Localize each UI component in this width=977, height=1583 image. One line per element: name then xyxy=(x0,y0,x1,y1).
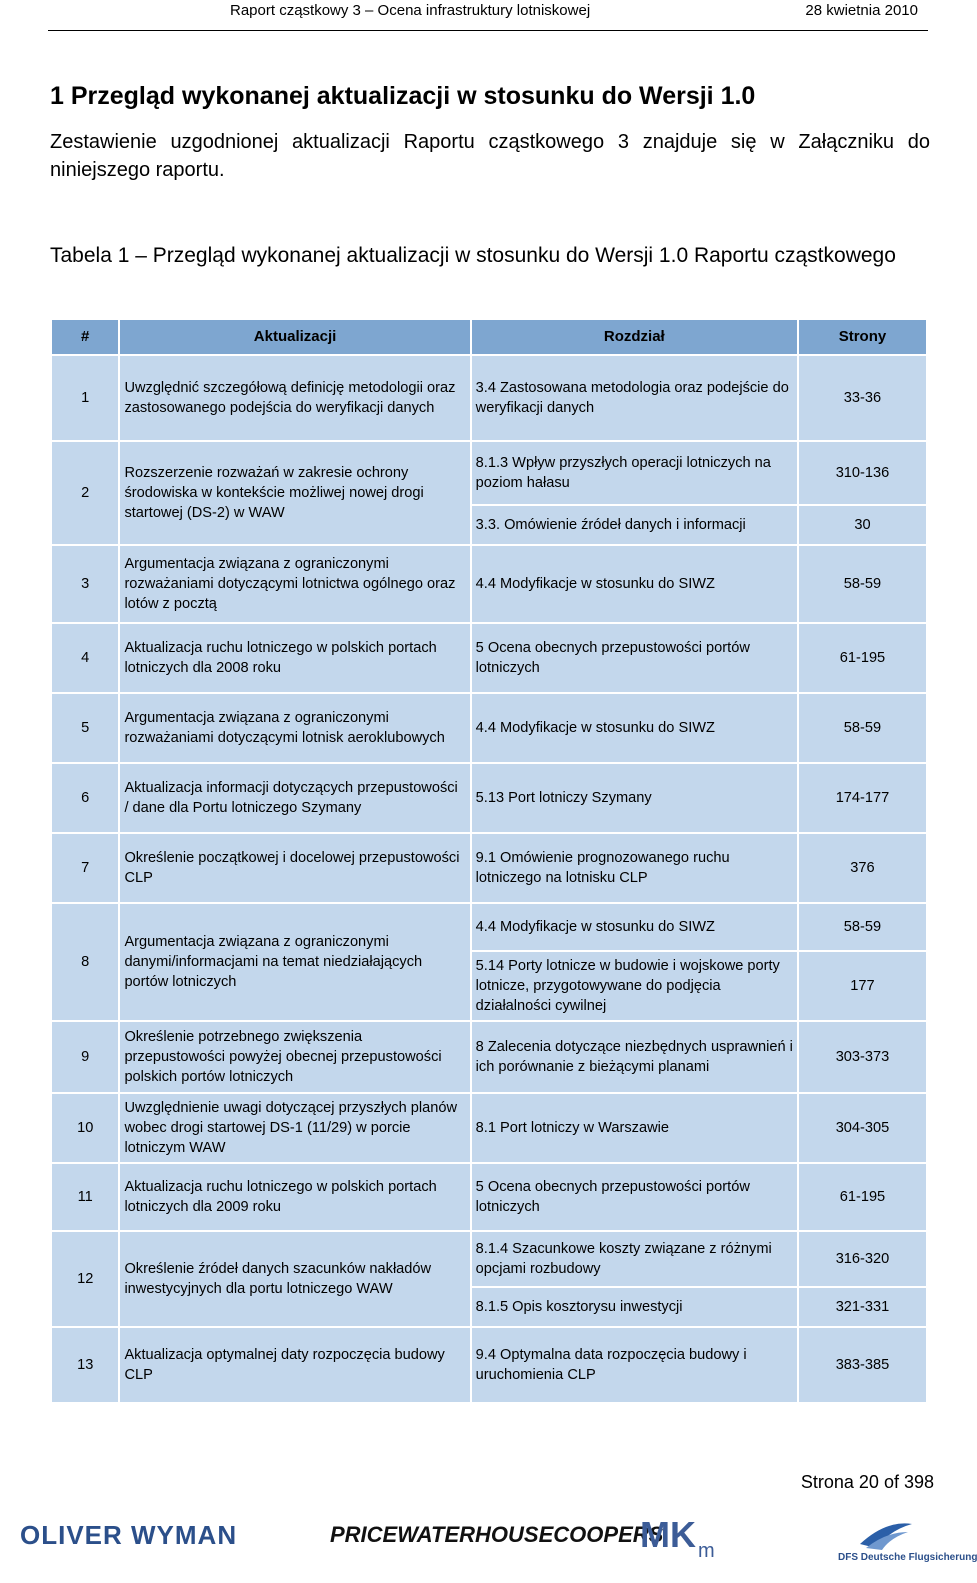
pwc-logo: PRICEWATERHOUSECOOPERS xyxy=(330,1522,664,1547)
table-row xyxy=(51,763,927,833)
row-rozdzial: 8.1.5 Opis kosztorysu inwestycji xyxy=(471,1287,798,1327)
row-strony: 303-373 xyxy=(798,1021,927,1093)
row-strony: 174-177 xyxy=(798,763,927,833)
mkm-logo: MK xyxy=(640,1514,696,1555)
page-number: Strona 20 of 398 xyxy=(800,1472,934,1492)
page-header xyxy=(48,0,928,31)
header-rozdzial: Rozdział xyxy=(471,319,798,355)
dfs-swoosh-icon xyxy=(856,1518,916,1550)
row-strony: 61-195 xyxy=(798,623,927,693)
row-num: 9 xyxy=(51,1021,119,1093)
header-strony: Strony xyxy=(798,319,927,355)
table-row xyxy=(51,693,927,763)
row-num: 10 xyxy=(51,1093,119,1163)
row-num: 8 xyxy=(51,903,119,1021)
row-rozdzial: 4.4 Modyfikacje w stosunku do SIWZ xyxy=(471,545,798,623)
table-row xyxy=(51,1231,927,1287)
row-num: 3 xyxy=(51,545,119,623)
table-row xyxy=(51,1327,927,1403)
row-strony: 30 xyxy=(798,505,927,545)
row-aktualizacja: Rozszerzenie rozważań w zakresie ochrony środowiska w kontekście możliwej nowej drogi startowej (DS-2) w WAW xyxy=(119,441,470,545)
row-aktualizacja: Określenie początkowej i docelowej przepustowości CLP xyxy=(119,833,470,903)
row-aktualizacja: Aktualizacja informacji dotyczących przepustowości / dane dla Portu lotniczego Szymany xyxy=(119,763,470,833)
row-aktualizacja: Argumentacja związana z ograniczonymi danymi/informacjami na temat niedziałających portów lotniczych xyxy=(119,903,470,1021)
row-rozdzial: 5.14 Porty lotnicze w budowie i wojskowe porty lotnicze, przygotowywane do podjęcia działalności cywilnej xyxy=(471,951,798,1021)
row-aktualizacja: Uwzględnienie uwagi dotyczącej przyszłych planów wobec drogi startowej DS-1 (11/29) w porcie lotniczym WAW xyxy=(119,1093,470,1163)
section-heading: 1 Przegląd wykonanej aktualizacji w stosunku do Wersji 1.0 xyxy=(50,82,756,110)
row-aktualizacja: Uwzględnić szczegółową definicję metodologii oraz zastosowanego podejścia do weryfikacji danych xyxy=(119,355,470,441)
table-row xyxy=(51,903,927,951)
row-rozdzial: 5 Ocena obecnych przepustowości portów lotniczych xyxy=(471,1163,798,1231)
header-num: # xyxy=(51,319,119,355)
row-rozdzial: 8.1.4 Szacunkowe koszty związane z różnymi opcjami rozbudowy xyxy=(471,1231,798,1287)
row-num: 11 xyxy=(51,1163,119,1231)
row-num: 7 xyxy=(51,833,119,903)
row-aktualizacja: Argumentacja związana z ograniczonymi rozważaniami dotyczącymi lotnictwa ogólnego oraz lotów z pocztą xyxy=(119,545,470,623)
table-caption: Tabela 1 – Przegląd wykonanej aktualizacji w stosunku do Wersji 1.0 Raportu cząstkowego xyxy=(50,244,896,267)
row-strony: 383-385 xyxy=(798,1327,927,1403)
table-row xyxy=(51,833,927,903)
table-row xyxy=(51,1021,927,1093)
row-num: 5 xyxy=(51,693,119,763)
row-num: 2 xyxy=(51,441,119,545)
row-rozdzial: 8 Zalecenia dotyczące niezbędnych usprawnień i ich porównanie z bieżącymi planami xyxy=(471,1021,798,1093)
row-strony: 58-59 xyxy=(798,693,927,763)
row-strony: 321-331 xyxy=(798,1287,927,1327)
mkm-logo-sub: m xyxy=(698,1540,715,1562)
intro-paragraph: Zestawienie uzgodnionej aktualizacji Raportu cząstkowego 3 znajduje się w Załączniku do niniejszego raportu. xyxy=(50,131,930,181)
update-table xyxy=(50,318,928,1404)
row-num: 12 xyxy=(51,1231,119,1327)
header-date: 28 kwietnia 2010 xyxy=(805,2,918,19)
dfs-logo-text: DFS Deutsche Flugsicherung xyxy=(838,1552,977,1563)
table-row xyxy=(51,1093,927,1163)
row-rozdzial: 5.13 Port lotniczy Szymany xyxy=(471,763,798,833)
table-row xyxy=(51,623,927,693)
row-num: 4 xyxy=(51,623,119,693)
row-strony: 33-36 xyxy=(798,355,927,441)
table-row xyxy=(51,441,927,505)
row-aktualizacja: Określenie źródeł danych szacunków nakładów inwestycyjnych dla portu lotniczego WAW xyxy=(119,1231,470,1327)
row-rozdzial: 4.4 Modyfikacje w stosunku do SIWZ xyxy=(471,903,798,951)
dfs-logo xyxy=(838,1518,977,1570)
row-strony: 58-59 xyxy=(798,545,927,623)
table-row xyxy=(51,545,927,623)
table-header-row xyxy=(51,319,927,355)
row-aktualizacja: Argumentacja związana z ograniczonymi rozważaniami dotyczącymi lotnisk aeroklubowych xyxy=(119,693,470,763)
header-title: Raport cząstkowy 3 – Ocena infrastruktury lotniskowej xyxy=(230,2,591,19)
row-strony: 177 xyxy=(798,951,927,1021)
row-num: 13 xyxy=(51,1327,119,1403)
footer-logos xyxy=(0,1500,977,1583)
row-strony: 58-59 xyxy=(798,903,927,951)
row-aktualizacja: Określenie potrzebnego zwiększenia przepustowości powyżej obecnej przepustowości polskich portów lotniczych xyxy=(119,1021,470,1093)
table-row xyxy=(51,355,927,441)
row-rozdzial: 4.4 Modyfikacje w stosunku do SIWZ xyxy=(471,693,798,763)
row-strony: 316-320 xyxy=(798,1231,927,1287)
row-rozdzial: 5 Ocena obecnych przepustowości portów lotniczych xyxy=(471,623,798,693)
oliver-wyman-logo: OLIVER WYMAN xyxy=(20,1520,238,1550)
row-strony: 304-305 xyxy=(798,1093,927,1163)
row-rozdzial: 8.1.3 Wpływ przyszłych operacji lotniczych na poziom hałasu xyxy=(471,441,798,505)
row-aktualizacja: Aktualizacja optymalnej daty rozpoczęcia budowy CLP xyxy=(119,1327,470,1403)
row-strony: 376 xyxy=(798,833,927,903)
table-row xyxy=(51,1163,927,1231)
row-num: 6 xyxy=(51,763,119,833)
row-rozdzial: 3.3. Omówienie źródeł danych i informacji xyxy=(471,505,798,545)
row-aktualizacja: Aktualizacja ruchu lotniczego w polskich portach lotniczych dla 2009 roku xyxy=(119,1163,470,1231)
row-strony: 310-136 xyxy=(798,441,927,505)
row-rozdzial: 9.4 Optymalna data rozpoczęcia budowy i uruchomienia CLP xyxy=(471,1327,798,1403)
header-aktualizacji: Aktualizacji xyxy=(119,319,470,355)
row-rozdzial: 8.1 Port lotniczy w Warszawie xyxy=(471,1093,798,1163)
row-num: 1 xyxy=(51,355,119,441)
row-rozdzial: 9.1 Omówienie prognozowanego ruchu lotniczego na lotnisku CLP xyxy=(471,833,798,903)
row-aktualizacja: Aktualizacja ruchu lotniczego w polskich portach lotniczych dla 2008 roku xyxy=(119,623,470,693)
row-strony: 61-195 xyxy=(798,1163,927,1231)
row-rozdzial: 3.4 Zastosowana metodologia oraz podejście do weryfikacji danych xyxy=(471,355,798,441)
